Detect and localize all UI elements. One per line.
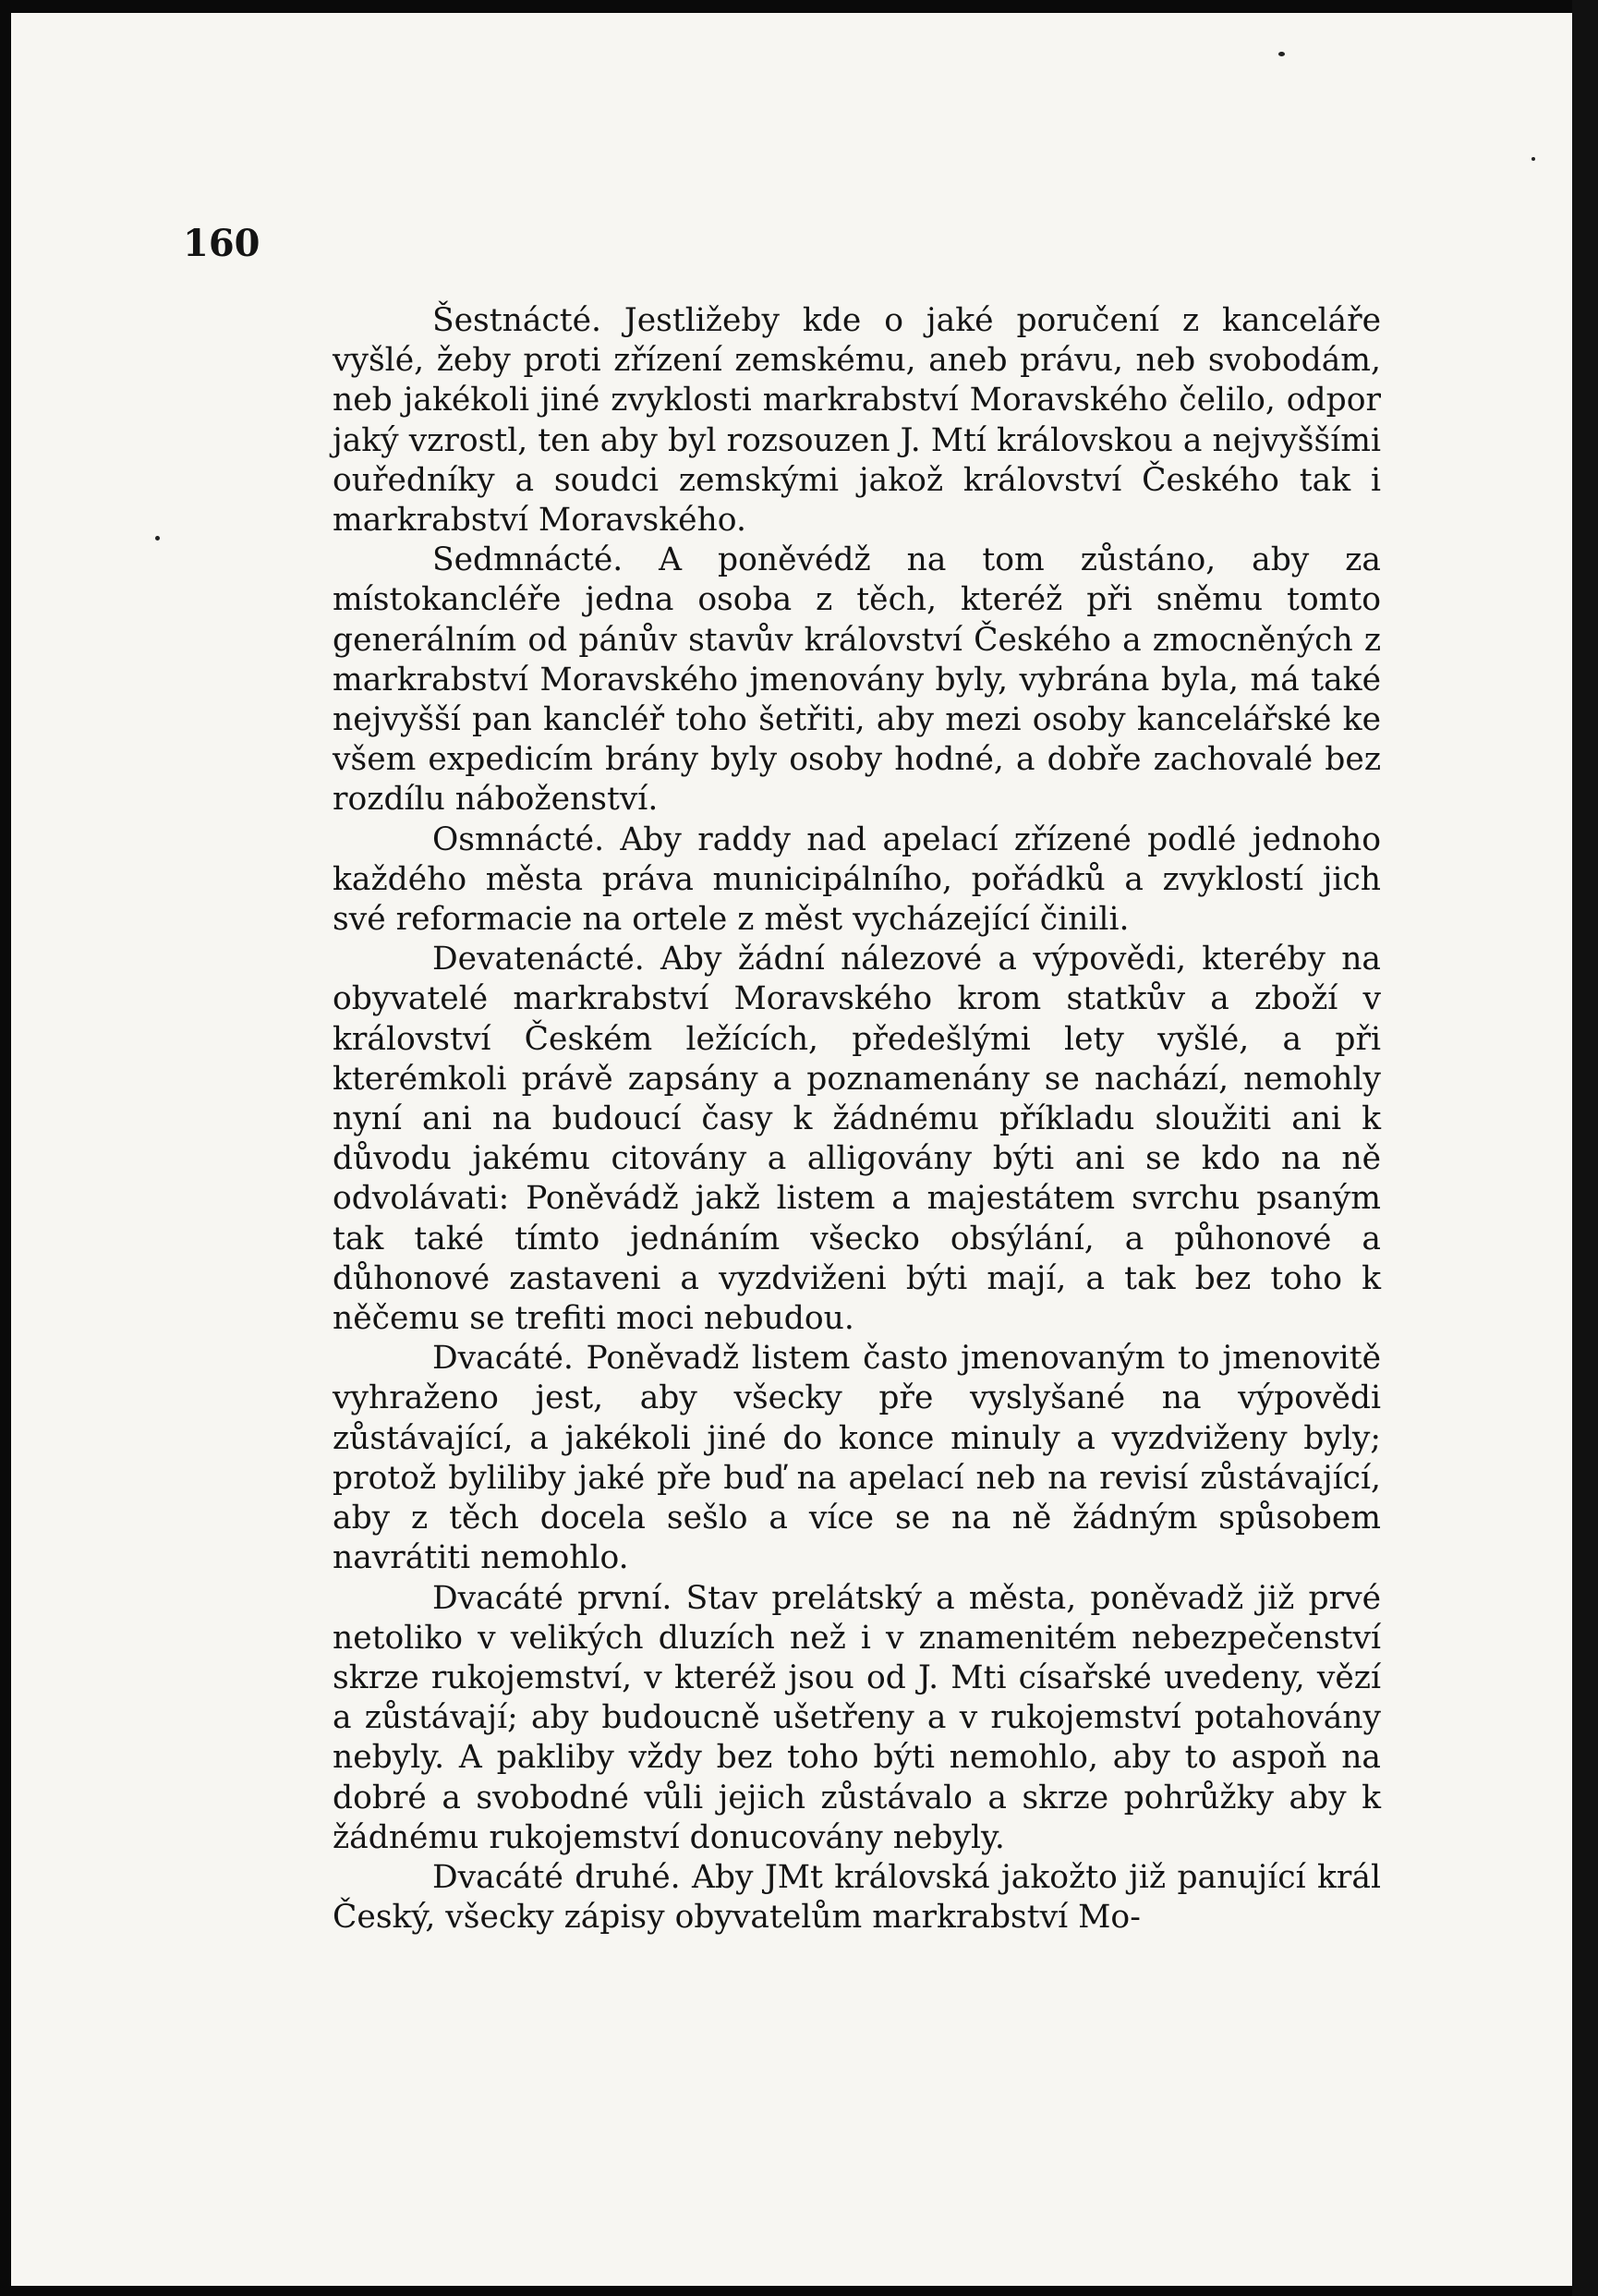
paragraph-17: Sedmnácté. A poněvédž na tom zůstáno, aby za místokancléře jedna osoba z těch, kteréž při sněmu tomto generálním od pánův stavův království Českého a zmocněných z markrabství Moravského jmenovány byly, vybrána byla, má také nejvyšší pan kancléř toho šetřiti, aby mezi osoby kancelářské ke všem expedicím brány byly osoby hodné, a dobře zachovalé bez rozdílu náboženství. [333,541,1381,819]
scan-speck [1531,157,1535,161]
scan-border [1572,0,1598,2296]
scan-speck [1278,52,1285,56]
page-number: 160 [183,222,260,265]
scanned-page [11,13,1572,2286]
paragraph-20: Dvacáté. Poněvadž listem často jmenovaným to jmenovitě vyhraženo jest, aby všecky pře vyslyšané na výpovědi zůstávající, a jakékoli jiné do konce minuly a vyzdviženy byly; protož byliliby jaké pře buď na apelací neb na revisí zůstávající, aby z těch docela sešlo a více se na ně žádným spůsobem navrátiti nemohlo. [333,1340,1381,1577]
paragraph-19: Devatenácté. Aby žádní nálezové a výpovědi, kteréby na obyvatelé markrabství Moravského krom statkův a zboží v království Českém ležících, předešlými lety vyšlé, a při kterémkoli právě zapsány a poznamenány se nachází, nemohly nyní ani na budoucí časy k žádnému příkladu sloužiti ani k důvodu jakému citovány a alligovány býti ani se kdo na ně odvolávati: Poněvádž jakž listem a majestátem svrchu psaným tak také tímto jednáním všecko obsýlání, a půhonové a důhonové zastaveni a vyzdviženi býti mají, a tak bez toho k něčemu se trefiti moci nebudou. [333,941,1381,1338]
paragraph-18: Osmnácté. Aby raddy nad apelací zřízené podlé jednoho každého města práva municipálního, pořádků a zvyklostí jich své reformacie na ortele z měst vycházející činili. [333,820,1381,939]
paragraph-22: Dvacáté druhé. Aby JMt královská jakožto již panující král Český, všecky zápisy obyvatelům markrabství Mo- [333,1858,1381,1937]
paragraph-21: Dvacáté první. Stav prelátský a města, poněvadž již prvé netoliko v velikých dluzích než i v znamenitém nebezpečenství skrze rukojemství, v kteréž jsou od J. Mti císařské uvedeny, vězí a zůstávají; aby budoucně ušetřeny a v rukojemství potahovány nebyly. A pakliby vždy bez toho býti nemohlo, aby to aspoň na dobré a svobodné vůli jejich zůstávalo a skrze pohrůžky aby k žádnému rukojemství donucovány nebyly. [333,1579,1381,1856]
paragraph-16: Šestnácté. Jestližeby kde o jaké poručení z kanceláře vyšlé, žeby proti zřízení zemskému, aneb právu, neb svobodám, neb jakékoli jiné zvyklosti markrabství Moravského čelilo, odpor jaký vzrostl, ten aby byl rozsouzen J. Mtí královskou a nejvyššími ouředníky a soudci zemskými jakož království Českého tak i markrabství Moravského. [333,302,1381,540]
scan-speck [155,536,160,541]
body-text [333,301,1381,1938]
